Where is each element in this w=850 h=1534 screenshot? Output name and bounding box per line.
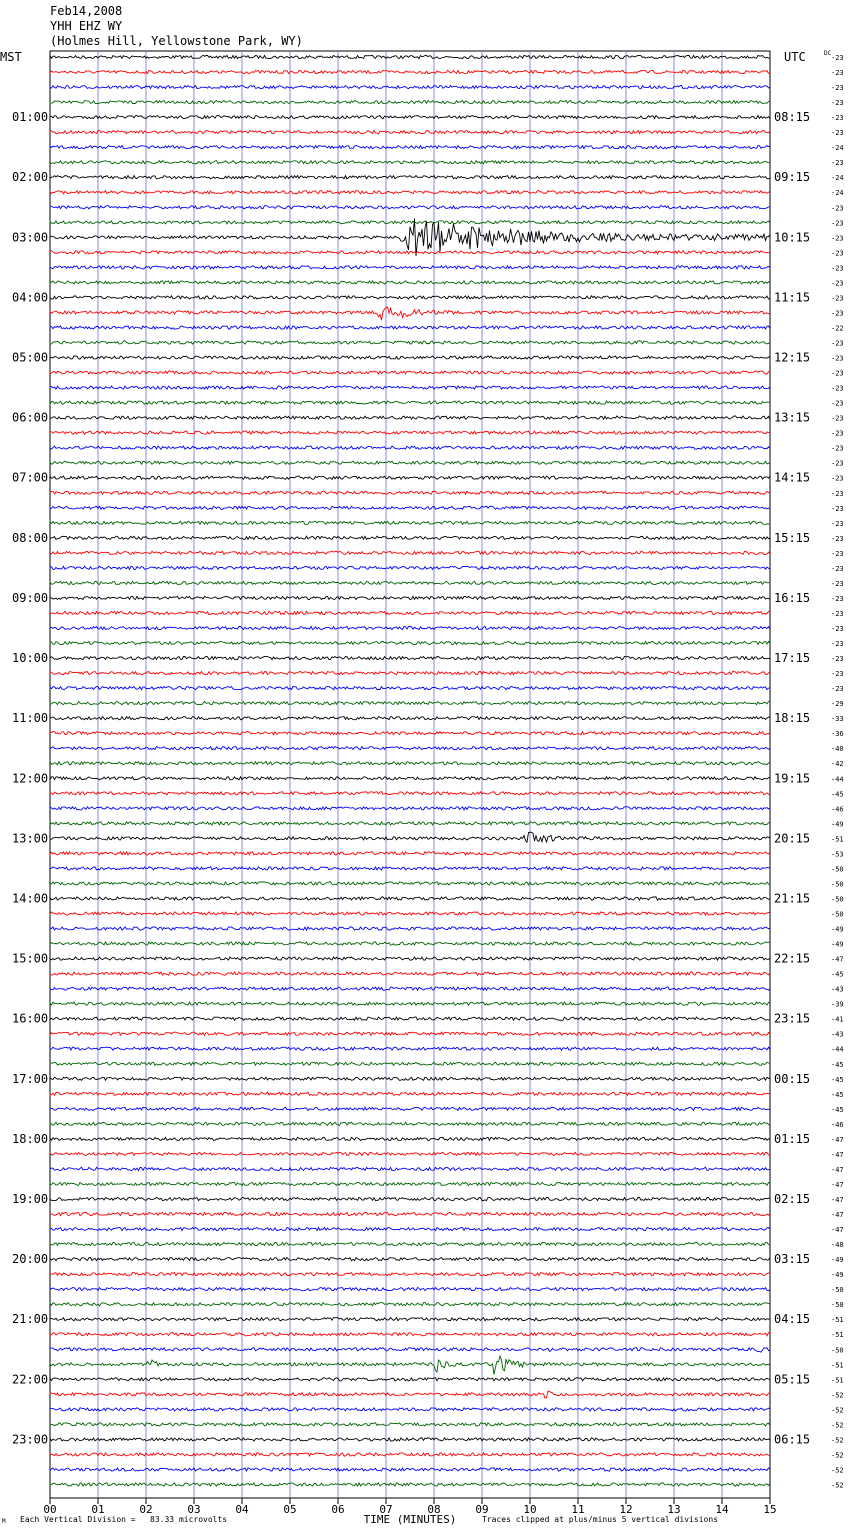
left-time-label: 11:00 <box>12 711 49 726</box>
trace-row <box>50 1077 770 1080</box>
x-tick-label: 14 <box>715 1503 729 1516</box>
trace-row <box>50 206 770 209</box>
trace-row <box>50 521 770 524</box>
x-tick-label: 01 <box>91 1503 105 1516</box>
trace-row <box>50 1453 770 1456</box>
dc-offset-label: -52 <box>831 1421 844 1430</box>
right-time-label: 17:15 <box>774 651 811 666</box>
trace-row <box>50 101 770 104</box>
left-time-label: 16:00 <box>12 1011 49 1026</box>
trace-row <box>50 1092 770 1095</box>
left-time-label: 09:00 <box>12 590 49 605</box>
left-time-label: 22:00 <box>12 1372 49 1387</box>
header-location: (Holmes Hill, Yellowstone Park, WY) <box>50 34 303 48</box>
left-time-label: 13:00 <box>12 831 49 846</box>
trace-row <box>50 867 770 870</box>
trace-row <box>50 55 770 58</box>
footer-mark: M <box>2 1518 6 1525</box>
dc-offset-label: -23 <box>831 579 844 588</box>
x-tick-label: 12 <box>619 1503 633 1516</box>
dc-offset-label: -46 <box>831 805 844 814</box>
header-station: YHH EHZ WY <box>50 19 123 33</box>
right-time-label: 02:15 <box>774 1191 811 1206</box>
dc-offset-label: -39 <box>831 1000 844 1009</box>
left-time-label: 07:00 <box>12 470 49 485</box>
dc-offset-label: -47 <box>831 1195 844 1204</box>
dc-offset-label: -50 <box>831 1286 844 1295</box>
dc-offset-label: -24 <box>831 144 844 153</box>
trace-row <box>50 251 770 254</box>
trace-row <box>50 882 770 885</box>
right-time-label: 21:15 <box>774 891 811 906</box>
trace-row <box>50 1408 770 1411</box>
dc-offset-label: -47 <box>831 1150 844 1159</box>
right-time-label: 16:15 <box>774 590 811 605</box>
dc-offset-label: -23 <box>831 54 844 62</box>
right-time-label: 22:15 <box>774 951 811 966</box>
dc-offset-label: -23 <box>831 234 844 243</box>
left-time-label: 23:00 <box>12 1432 49 1447</box>
left-time-label: 02:00 <box>12 170 49 185</box>
dc-offset-label: -23 <box>831 564 844 573</box>
trace-row <box>50 1047 770 1050</box>
trace-row <box>50 566 770 569</box>
trace-row <box>50 1423 770 1426</box>
dc-offset-label: -23 <box>831 309 844 318</box>
right-time-label: 20:15 <box>774 831 811 846</box>
dc-offset-label: -49 <box>831 925 844 934</box>
dc-offset-label: -23 <box>831 444 844 453</box>
trace-row <box>50 116 770 119</box>
dc-offset-label: -50 <box>831 880 844 889</box>
trace-row <box>50 219 770 256</box>
trace-row <box>50 957 770 960</box>
trace-row <box>50 1348 770 1352</box>
trace-row <box>50 1137 770 1140</box>
trace-row <box>50 702 770 705</box>
trace-row <box>50 296 770 299</box>
trace-row <box>50 1468 770 1471</box>
trace-row <box>50 1227 770 1230</box>
left-time-label: 10:00 <box>12 651 49 666</box>
dc-offset-label: -47 <box>831 1135 844 1144</box>
dc-offset-label: -23 <box>831 249 844 258</box>
dc-offset-label: -23 <box>831 624 844 633</box>
dc-offset-label: -33 <box>831 715 844 724</box>
right-timezone-label: UTC <box>784 50 806 64</box>
dc-offset-label: -51 <box>831 835 844 844</box>
dc-offset-label: -23 <box>831 594 844 603</box>
dc-offset-label: -50 <box>831 910 844 919</box>
left-time-label: 08:00 <box>12 530 49 545</box>
dc-offset-label: -48 <box>831 1241 844 1250</box>
x-tick-label: 08 <box>427 1503 441 1516</box>
dc-offset-label: -23 <box>831 99 844 108</box>
dc-offset-label: -45 <box>831 1090 844 1099</box>
right-time-label: 00:15 <box>774 1071 811 1086</box>
trace-row <box>50 1062 770 1065</box>
dc-offset-label: -23 <box>831 294 844 303</box>
trace-row <box>50 972 770 975</box>
trace-row <box>50 762 770 765</box>
trace-row <box>50 1288 770 1291</box>
x-axis-label: TIME (MINUTES) <box>363 1513 457 1526</box>
dc-offset-label: -51 <box>831 1316 844 1325</box>
dc-offset-label: -24 <box>831 174 844 183</box>
trace-row <box>50 1333 770 1336</box>
left-time-label: 12:00 <box>12 771 49 786</box>
right-time-label: 11:15 <box>774 290 811 305</box>
dc-offset-label: -44 <box>831 775 844 784</box>
trace-row <box>50 371 770 374</box>
dc-offset-label: -49 <box>831 1271 844 1280</box>
trace-row <box>50 611 770 614</box>
trace-row <box>50 551 770 554</box>
trace-row <box>50 656 770 659</box>
trace-row <box>50 897 770 900</box>
dc-offset-label: -47 <box>831 1226 844 1235</box>
trace-row <box>50 852 770 855</box>
trace-row <box>50 581 770 584</box>
trace-row <box>50 822 770 825</box>
trace-row <box>50 146 770 149</box>
dc-offset-label: -47 <box>831 1165 844 1174</box>
trace-row <box>50 386 770 389</box>
left-time-label: 21:00 <box>12 1312 49 1327</box>
trace-row <box>50 596 770 599</box>
x-tick-label: 15 <box>763 1503 777 1516</box>
trace-row <box>50 161 770 164</box>
dc-offset-label: -23 <box>831 219 844 228</box>
right-time-label: 15:15 <box>774 530 811 545</box>
x-tick-label: 00 <box>43 1503 57 1516</box>
dc-offset-label: -47 <box>831 1211 844 1220</box>
dc-offset-label: -45 <box>831 970 844 979</box>
dc-offset-label: -45 <box>831 1075 844 1084</box>
dc-offset-label: -23 <box>831 264 844 273</box>
dc-offset-label: -23 <box>831 384 844 393</box>
left-time-label: 19:00 <box>12 1191 49 1206</box>
dc-offset-label: -23 <box>831 369 844 378</box>
right-time-label: 08:15 <box>774 110 811 125</box>
dc-offset-label: -36 <box>831 730 844 739</box>
dc-offset-label: -23 <box>831 609 844 618</box>
trace-row <box>50 1107 770 1110</box>
left-time-label: 01:00 <box>12 110 49 125</box>
dc-offset-label: -23 <box>831 69 844 78</box>
trace-row <box>50 1483 770 1486</box>
dc-label: DC <box>824 50 832 57</box>
trace-row <box>50 1017 770 1020</box>
left-timezone-label: MST <box>0 50 22 64</box>
left-time-label: 15:00 <box>12 951 49 966</box>
dc-offset-label: -23 <box>831 489 844 498</box>
dc-offset-label: -50 <box>831 895 844 904</box>
dc-offset-label: -23 <box>831 474 844 483</box>
trace-row <box>50 1212 770 1215</box>
dc-offset-label: -42 <box>831 760 844 769</box>
trace-row <box>50 1438 770 1441</box>
dc-offset-label: -49 <box>831 940 844 949</box>
x-tick-label: 05 <box>283 1503 297 1516</box>
trace-row <box>50 1167 770 1170</box>
dc-offset-label: -51 <box>831 1361 844 1370</box>
dc-offset-label: -22 <box>831 324 844 333</box>
dc-offset-label: -23 <box>831 414 844 423</box>
x-tick-label: 04 <box>235 1503 249 1516</box>
left-time-label: 17:00 <box>12 1071 49 1086</box>
trace-row <box>50 491 770 494</box>
trace-row <box>50 942 770 945</box>
dc-offset-label: -23 <box>831 670 844 679</box>
right-time-label: 04:15 <box>774 1312 811 1327</box>
dc-offset-label: -40 <box>831 745 844 754</box>
dc-offset-label: -23 <box>831 354 844 363</box>
dc-offset-label: -50 <box>831 865 844 874</box>
dc-offset-label: -45 <box>831 790 844 799</box>
dc-offset-label: -52 <box>831 1466 844 1475</box>
trace-row <box>50 1391 770 1398</box>
trace-row <box>50 626 770 629</box>
trace-row <box>50 1303 770 1306</box>
x-tick-label: 06 <box>331 1503 345 1516</box>
trace-row <box>50 416 770 419</box>
dc-offset-label: -23 <box>831 279 844 288</box>
dc-offset-label: -41 <box>831 1015 844 1024</box>
right-time-label: 18:15 <box>774 711 811 726</box>
dc-offset-label: -43 <box>831 985 844 994</box>
trace-row <box>50 792 770 795</box>
dc-offset-label: -47 <box>831 955 844 964</box>
trace-row <box>50 1356 770 1374</box>
left-time-label: 05:00 <box>12 350 49 365</box>
trace-row <box>50 266 770 269</box>
dc-offset-label: -52 <box>831 1451 844 1460</box>
left-time-label: 06:00 <box>12 410 49 425</box>
x-tick-label: 02 <box>139 1503 153 1516</box>
trace-row <box>50 1197 770 1200</box>
trace-row <box>50 86 770 89</box>
header-date: Feb14,2008 <box>50 4 123 18</box>
trace-row <box>50 912 770 915</box>
dc-offset-label: -23 <box>831 339 844 348</box>
right-time-label: 10:15 <box>774 230 811 245</box>
left-time-label: 04:00 <box>12 290 49 305</box>
trace-row <box>50 70 770 73</box>
dc-offset-label: -23 <box>831 534 844 543</box>
trace-row <box>50 307 770 320</box>
dc-offset-label: -29 <box>831 700 844 709</box>
dc-offset-label: -23 <box>831 129 844 138</box>
dc-offset-label: -23 <box>831 84 844 93</box>
trace-row <box>50 341 770 344</box>
trace-row <box>50 732 770 735</box>
trace-row <box>50 221 770 224</box>
trace-row <box>50 356 770 359</box>
trace-row <box>50 461 770 464</box>
trace-row <box>50 476 770 479</box>
dc-offset-label: -23 <box>831 685 844 694</box>
trace-row <box>50 1152 770 1155</box>
dc-offset-label: -45 <box>831 1060 844 1069</box>
dc-offset-label: -43 <box>831 1030 844 1039</box>
left-time-label: 20:00 <box>12 1252 49 1267</box>
trace-row <box>50 1182 770 1185</box>
dc-offset-label: -23 <box>831 204 844 213</box>
dc-offset-label: -23 <box>831 504 844 513</box>
dc-offset-label: -47 <box>831 1180 844 1189</box>
x-tick-label: 07 <box>379 1503 393 1516</box>
right-time-label: 05:15 <box>774 1372 811 1387</box>
dc-offset-label: -23 <box>831 429 844 438</box>
dc-offset-label: -23 <box>831 640 844 649</box>
dc-offset-label: -51 <box>831 1331 844 1340</box>
dc-offset-label: -49 <box>831 820 844 829</box>
dc-offset-label: -45 <box>831 1105 844 1114</box>
right-time-label: 19:15 <box>774 771 811 786</box>
footer-clip: Traces clipped at plus/minus 5 vertical divisions <box>482 1515 719 1524</box>
trace-row <box>50 641 770 644</box>
left-time-label: 18:00 <box>12 1131 49 1146</box>
right-time-label: 06:15 <box>774 1432 811 1447</box>
trace-row <box>50 506 770 509</box>
right-time-label: 23:15 <box>774 1011 811 1026</box>
dc-offset-label: -51 <box>831 1376 844 1385</box>
dc-offset-label: -23 <box>831 459 844 468</box>
trace-row <box>50 1243 770 1246</box>
dc-offset-label: -53 <box>831 850 844 859</box>
dc-offset-label: -52 <box>831 1406 844 1415</box>
trace-row <box>50 687 770 690</box>
trace-row <box>50 446 770 449</box>
trace-row <box>50 1032 770 1035</box>
trace-row <box>50 431 770 434</box>
x-tick-label: 03 <box>187 1503 201 1516</box>
dc-offset-label: -46 <box>831 1120 844 1129</box>
trace-row <box>50 1258 770 1261</box>
trace-row <box>50 401 770 404</box>
trace-row <box>50 536 770 539</box>
right-time-label: 14:15 <box>774 470 811 485</box>
dc-offset-label: -44 <box>831 1045 844 1054</box>
trace-row <box>50 672 770 675</box>
right-time-label: 03:15 <box>774 1252 811 1267</box>
dc-offset-label: -52 <box>831 1391 844 1400</box>
dc-offset-label: -23 <box>831 655 844 664</box>
trace-row <box>50 987 770 990</box>
right-time-label: 09:15 <box>774 170 811 185</box>
left-time-label: 03:00 <box>12 230 49 245</box>
left-time-label: 14:00 <box>12 891 49 906</box>
trace-row <box>50 326 770 329</box>
dc-offset-label: -23 <box>831 519 844 528</box>
x-tick-label: 11 <box>571 1503 585 1516</box>
dc-offset-label: -50 <box>831 1346 844 1355</box>
dc-offset-label: -23 <box>831 549 844 558</box>
right-time-label: 13:15 <box>774 410 811 425</box>
trace-row <box>50 927 770 930</box>
x-tick-label: 13 <box>667 1503 681 1516</box>
dc-offset-label: -24 <box>831 189 844 198</box>
dc-offset-label: -23 <box>831 159 844 168</box>
x-tick-label: 10 <box>523 1503 537 1516</box>
trace-row <box>50 281 770 284</box>
trace-row <box>50 131 770 134</box>
dc-offset-label: -23 <box>831 114 844 123</box>
right-time-label: 01:15 <box>774 1131 811 1146</box>
footer-division: Each Vertical Division = 83.33 microvolts <box>20 1515 228 1524</box>
trace-row <box>50 191 770 194</box>
trace-row <box>50 777 770 780</box>
dc-offset-label: -23 <box>831 399 844 408</box>
trace-row <box>50 747 770 750</box>
x-tick-label: 09 <box>475 1503 489 1516</box>
dc-offset-label: -52 <box>831 1436 844 1445</box>
trace-row <box>50 717 770 720</box>
trace-row <box>50 1002 770 1005</box>
trace-row <box>50 1318 770 1321</box>
dc-offset-label: -52 <box>831 1481 844 1490</box>
dc-offset-label: -49 <box>831 1256 844 1265</box>
trace-row <box>50 1122 770 1125</box>
right-time-label: 12:15 <box>774 350 811 365</box>
trace-row <box>50 832 770 842</box>
trace-row <box>50 176 770 179</box>
trace-row <box>50 1378 770 1381</box>
trace-row <box>50 807 770 810</box>
trace-row <box>50 1273 770 1276</box>
dc-offset-label: -50 <box>831 1301 844 1310</box>
